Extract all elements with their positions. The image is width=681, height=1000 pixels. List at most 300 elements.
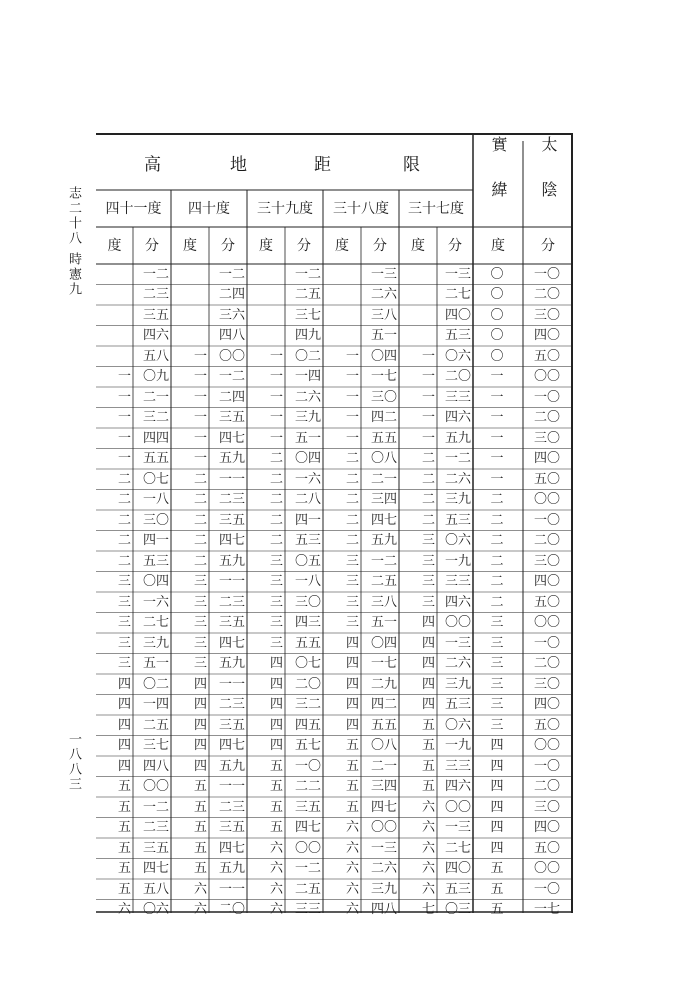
cell-fen: 五七 [294,738,321,754]
cell-du: 六 [345,881,359,897]
cell-du: 一 [421,430,435,446]
cell-du: 三 [345,594,359,610]
cell-du: 三 [193,594,207,610]
cell-du [171,285,207,306]
group-header: 三十八度 [333,200,389,217]
cell-du: 六 [269,840,283,856]
cell-fen: 一三 [444,635,471,651]
cell-du: 三 [490,697,504,713]
cell-fen: 四七 [218,738,245,754]
cell-fen: 五五 [294,635,321,651]
cell-du: 五 [345,779,359,795]
cell-du: 五 [421,779,435,795]
cell-du: 四 [193,717,207,733]
cell-du: 一 [193,348,207,364]
cell-fen: 〇四 [370,348,397,364]
cell-du: 二 [345,492,359,508]
cell-fen: 二四 [218,389,245,405]
cell-fen: 〇七 [294,656,321,672]
cell-du: 四 [117,676,131,692]
cell-fen: 五一 [294,430,321,446]
cell-du: 五 [269,799,283,815]
cell-fen: 〇四 [370,635,397,651]
cell-du: 二 [117,512,131,528]
cell-du: 一 [117,389,131,405]
cell-fen: 〇〇 [533,369,560,385]
cell-du: 三 [269,553,283,569]
cell-fen: 〇二 [142,676,169,692]
cell-du: 二 [269,492,283,508]
cell-fen: 一四 [294,369,321,385]
cell-fen: 一九 [444,738,471,754]
cell-fen: 〇八 [370,451,397,467]
cell-fen: 一〇 [533,389,560,405]
cell-fen: 二一 [370,471,397,487]
cell-fen: 一二 [294,266,321,282]
cell-fen: 三八 [370,594,397,610]
cell-du: 三 [490,676,504,692]
cell-fen: 五八 [142,348,169,364]
cell-fen: 一〇 [533,758,560,774]
cell-fen: 三三 [444,758,471,774]
cell-du: 一 [117,369,131,385]
cell-du: 三 [421,533,435,549]
cell-du: 三 [269,574,283,590]
cell-du: 〇 [490,287,504,303]
unit-fen-header: 分 [297,237,311,254]
cell-fen: 三五 [142,840,169,856]
cell-du: 六 [345,840,359,856]
cell-fen: 四八 [218,328,245,344]
cell-fen: 一一 [218,676,245,692]
cell-du: 一 [269,369,283,385]
cell-fen: 三四 [370,492,397,508]
cell-du: 五 [117,861,131,877]
cell-fen: 五九 [218,553,245,569]
cell-du: 四 [345,676,359,692]
group-header: 四十度 [188,200,230,217]
cell-du: 二 [269,471,283,487]
cell-du [399,305,435,326]
cell-du: 二 [421,492,435,508]
cell-du: 四 [490,738,504,754]
cell-fen: 一三 [444,820,471,836]
cell-du: 三 [193,656,207,672]
cell-du: 二 [117,471,131,487]
unit-du-header: 度 [183,237,197,254]
cell-fen: 三九 [444,676,471,692]
cell-fen: 一〇 [533,512,560,528]
cell-fen: 四四 [142,430,169,446]
cell-fen: 一二 [294,861,321,877]
cell-fen: 〇六 [142,902,169,918]
cell-fen: 三二 [294,697,321,713]
cell-fen: 一六 [294,471,321,487]
unit-fen-header: 分 [373,237,387,254]
cell-du: 四 [193,676,207,692]
cell-fen: 三三 [294,902,321,918]
cell-du: 三 [117,635,131,651]
cell-du: 二 [193,553,207,569]
cell-fen: 〇〇 [533,861,560,877]
cell-fen: 四八 [370,902,397,918]
cell-du: 五 [269,758,283,774]
group-header: 四十一度 [105,200,162,217]
cell-fen: 四五 [294,717,321,733]
cell-du: 二 [117,553,131,569]
cell-fen: 〇〇 [533,738,560,754]
cell-du: 三 [269,594,283,610]
cell-du: 二 [269,533,283,549]
cell-fen: 二三 [142,820,169,836]
cell-du: 四 [421,656,435,672]
cell-fen: 二〇 [533,533,560,549]
cell-du: 五 [345,758,359,774]
cell-fen: 四一 [294,512,321,528]
cell-du [171,264,207,285]
cell-du: 三 [345,615,359,631]
cell-du [96,326,131,347]
cell-fen: 三五 [218,820,245,836]
cell-fen: 〇八 [370,738,397,754]
cell-fen: 一二 [142,799,169,815]
cell-fen: 四六 [444,410,471,426]
cell-du: 三 [269,635,283,651]
cell-fen: 一三 [370,266,397,282]
cell-fen: 五九 [218,861,245,877]
cell-du: 五 [193,820,207,836]
cell-du: 三 [269,615,283,631]
cell-du: 四 [421,635,435,651]
cell-du: 二 [490,574,504,590]
cell-du: 四 [345,717,359,733]
cell-du: 一 [345,369,359,385]
cell-du: 二 [490,594,504,610]
cell-fen: 五八 [142,881,169,897]
cell-fen: 一二 [218,369,245,385]
cell-du: 二 [193,533,207,549]
cell-du: 三 [421,594,435,610]
cell-fen: 一六 [142,594,169,610]
cell-du: 四 [490,779,504,795]
cell-du: 三 [490,615,504,631]
cell-du: 二 [193,492,207,508]
cell-fen: 三九 [444,492,471,508]
cell-fen: 二四 [218,287,245,303]
cell-fen: 二三 [218,492,245,508]
cell-fen: 三四 [370,779,397,795]
cell-du: 一 [490,369,504,385]
cell-fen: 一一 [218,471,245,487]
cell-fen: 五一 [370,615,397,631]
cell-du: 二 [490,553,504,569]
cell-du: 二 [490,533,504,549]
cell-fen: 一一 [218,574,245,590]
cell-du: 三 [490,717,504,733]
cell-fen: 五三 [444,881,471,897]
cell-fen: 〇〇 [533,615,560,631]
cell-fen: 四七 [218,635,245,651]
cell-du: 四 [117,738,131,754]
cell-du: 四 [345,635,359,651]
cell-fen: 一二 [142,266,169,282]
cell-du: 一 [193,389,207,405]
cell-du: 四 [193,758,207,774]
cell-du [96,305,131,326]
cell-fen: 五五 [370,430,397,446]
cell-du: 二 [117,492,131,508]
cell-fen: 二〇 [444,369,471,385]
cell-du: 一 [490,430,504,446]
cell-du: 二 [193,512,207,528]
cell-fen: 五九 [218,656,245,672]
cell-du: 〇 [490,307,504,323]
cell-fen: 三五 [142,307,169,323]
cell-fen: 〇七 [142,471,169,487]
cell-fen: 三七 [294,307,321,323]
cell-du: 三 [345,574,359,590]
cell-du: 一 [421,389,435,405]
cell-du: 二 [421,512,435,528]
cell-du: 一 [490,471,504,487]
cell-du: 六 [421,881,435,897]
cell-fen: 五一 [142,656,169,672]
cell-du: 四 [490,758,504,774]
cell-fen: 三〇 [533,676,560,692]
unit-fen-header: 分 [541,237,555,254]
cell-fen: 二三 [218,697,245,713]
cell-fen: 五五 [142,451,169,467]
cell-fen: 五九 [218,758,245,774]
cell-fen: 〇〇 [370,820,397,836]
cell-fen: 四〇 [533,574,560,590]
cell-du: 五 [117,881,131,897]
cell-fen: 一四 [142,697,169,713]
cell-fen: 一八 [294,574,321,590]
cell-fen: 三五 [218,615,245,631]
cell-du: 四 [193,738,207,754]
cell-du: 三 [193,635,207,651]
cell-fen: 〇〇 [444,615,471,631]
cell-du: 三 [117,656,131,672]
cell-du: 六 [421,861,435,877]
cell-fen: 五〇 [533,471,560,487]
cell-du: 四 [421,697,435,713]
cell-fen: 四七 [370,512,397,528]
cell-fen: 四〇 [444,307,471,323]
cell-fen: 四〇 [533,697,560,713]
moon-header-tai-yin: 太 陰 [539,136,558,210]
cell-du: 三 [117,615,131,631]
cell-du: 五 [490,902,504,918]
cell-du: 四 [269,717,283,733]
cell-fen: 一三 [444,266,471,282]
cell-fen: 四七 [218,533,245,549]
cell-fen: 一二 [218,266,245,282]
cell-du: 四 [117,758,131,774]
cell-fen: 二〇 [533,287,560,303]
cell-du: 四 [345,697,359,713]
cell-du: 四 [269,738,283,754]
cell-du: 三 [421,574,435,590]
cell-fen: 三〇 [370,389,397,405]
cell-fen: 四七 [294,820,321,836]
cell-du [247,264,283,285]
cell-du: 一 [345,348,359,364]
cell-du [247,285,283,306]
cell-fen: 三五 [218,717,245,733]
cell-fen: 三八 [370,307,397,323]
cell-fen: 四〇 [444,861,471,877]
cell-fen: 五一 [370,328,397,344]
cell-du: 三 [490,635,504,651]
cell-fen: 五〇 [533,594,560,610]
cell-du: 一 [269,348,283,364]
unit-fen-header: 分 [448,237,462,254]
cell-fen: 二七 [444,840,471,856]
cell-du: 一 [117,410,131,426]
cell-fen: 五三 [444,512,471,528]
cell-fen: 三三 [444,389,471,405]
cell-fen: 五九 [370,533,397,549]
cell-du: 一 [490,451,504,467]
cell-fen: 〇六 [444,348,471,364]
cell-fen: 三〇 [294,594,321,610]
cell-fen: 四二 [370,410,397,426]
cell-fen: 〇〇 [444,799,471,815]
cell-du: 四 [421,676,435,692]
cell-du: 一 [421,348,435,364]
cell-du: 四 [490,820,504,836]
cell-fen: 二二 [294,779,321,795]
title-char-1: 高 [144,155,161,175]
cell-du: 七 [421,902,435,918]
cell-fen: 四七 [370,799,397,815]
cell-fen: 四六 [444,779,471,795]
cell-fen: 二六 [294,389,321,405]
cell-du: 六 [269,881,283,897]
cell-fen: 一八 [142,492,169,508]
cell-fen: 三〇 [533,553,560,569]
cell-du: 四 [193,697,207,713]
cell-fen: 二六 [370,861,397,877]
cell-fen: 一〇 [294,758,321,774]
page-number: 一八八三 [66,732,81,792]
cell-fen: 三九 [142,635,169,651]
cell-fen: 一二 [444,451,471,467]
cell-fen: 三三 [444,574,471,590]
unit-du-header: 度 [259,237,273,254]
cell-fen: 四七 [218,430,245,446]
cell-du [171,326,207,347]
cell-fen: 〇五 [294,553,321,569]
cell-du: 四 [269,697,283,713]
cell-du: 二 [345,471,359,487]
cell-fen: 〇〇 [294,840,321,856]
cell-fen: 四六 [142,328,169,344]
cell-fen: 二六 [370,287,397,303]
cell-fen: 五〇 [533,348,560,364]
cell-du: 一 [193,430,207,446]
cell-du: 四 [269,676,283,692]
cell-du: 五 [490,881,504,897]
cell-fen: 二六 [444,471,471,487]
cell-du: 四 [117,717,131,733]
cell-fen: 四〇 [533,820,560,836]
cell-fen: 三五 [218,410,245,426]
cell-du [96,346,131,367]
cell-fen: 〇四 [294,451,321,467]
cell-du: 四 [490,840,504,856]
moon-header-shi-wei: 實 緯 [489,136,508,210]
cell-fen: 二六 [444,656,471,672]
cell-du: 一 [269,389,283,405]
cell-du: 五 [117,779,131,795]
unit-du-header: 度 [335,237,349,254]
cell-fen: 五〇 [533,717,560,733]
cell-du [399,285,435,306]
cell-fen: 〇三 [444,902,471,918]
cell-du: 一 [193,451,207,467]
cell-fen: 二〇 [533,779,560,795]
cell-du: 六 [421,799,435,815]
cell-fen: 〇六 [444,533,471,549]
cell-fen: 一九 [444,553,471,569]
cell-du: 二 [193,471,207,487]
cell-fen: 一七 [370,656,397,672]
cell-fen: 五九 [218,451,245,467]
unit-fen-header: 分 [145,237,159,254]
cell-du: 三 [117,594,131,610]
cell-du: 五 [490,861,504,877]
cell-fen: 一一 [218,881,245,897]
cell-du: 三 [421,553,435,569]
cell-du: 二 [490,512,504,528]
cell-fen: 四九 [294,328,321,344]
cell-du: 三 [117,574,131,590]
cell-fen: 二五 [142,717,169,733]
cell-fen: 三〇 [142,512,169,528]
cell-du: 五 [117,799,131,815]
cell-du: 二 [345,533,359,549]
cell-fen: 二〇 [218,902,245,918]
cell-fen: 二九 [370,676,397,692]
cell-fen: 五〇 [533,840,560,856]
cell-du: 六 [269,861,283,877]
cell-du: 六 [421,820,435,836]
cell-du: 二 [421,471,435,487]
cell-fen: 一〇 [533,635,560,651]
cell-fen: 三五 [294,799,321,815]
cell-fen: 一七 [533,902,560,918]
cell-du [247,305,283,326]
cell-du: 六 [345,861,359,877]
cell-fen: 〇〇 [142,779,169,795]
cell-fen: 四七 [142,861,169,877]
cell-fen: 五三 [294,533,321,549]
cell-du: 一 [269,430,283,446]
cell-fen: 一三 [370,840,397,856]
cell-fen: 三〇 [533,307,560,323]
cell-fen: 二〇 [533,656,560,672]
cell-du: 五 [421,717,435,733]
cell-fen: 二三 [218,799,245,815]
cell-fen: 四一 [142,533,169,549]
cell-du: 四 [269,656,283,672]
cell-fen: 二五 [294,881,321,897]
cell-du: 五 [117,820,131,836]
cell-du [96,285,131,306]
